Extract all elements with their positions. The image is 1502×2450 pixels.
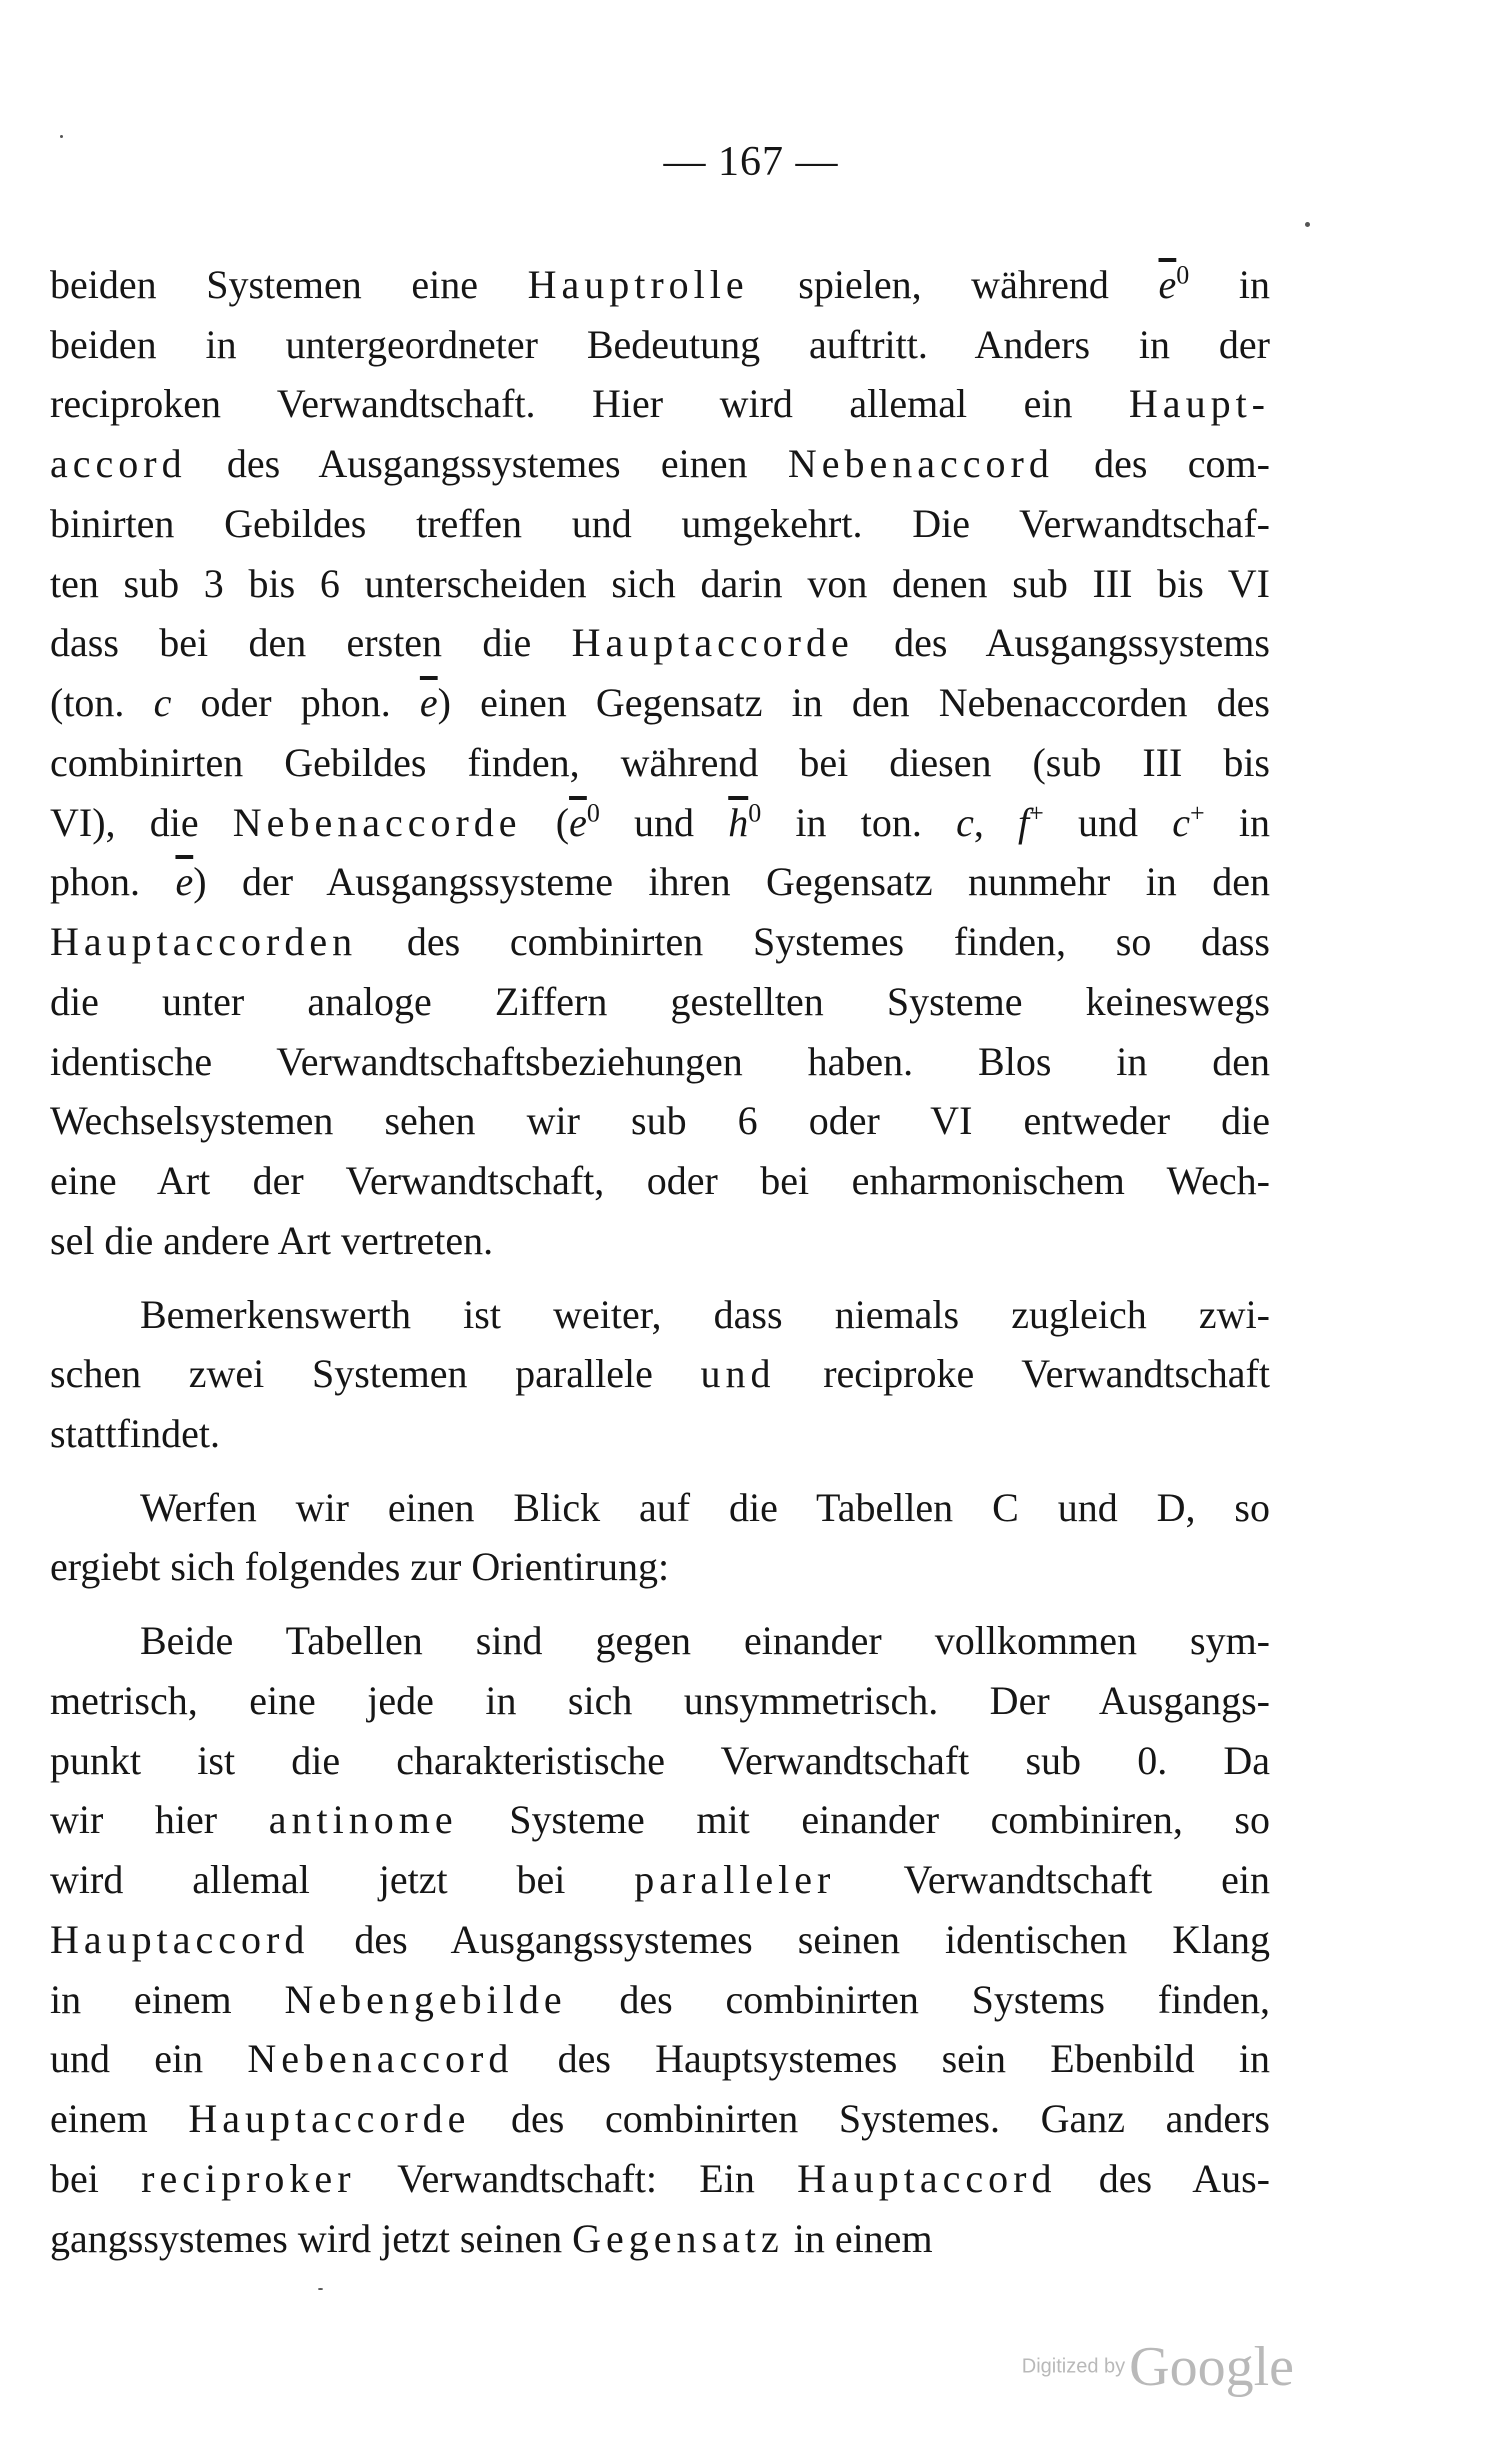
text-segment: Wechselsystemen sehen wir sub 6 oder VI entweder die	[50, 1098, 1270, 1143]
google-logo: Google	[1129, 2336, 1294, 2398]
text-segment: des Ausgangssystemes seinen identischen Klang	[309, 1917, 1270, 1962]
text-line	[50, 2214, 1270, 2264]
text-segment: spielen, während	[748, 262, 1159, 307]
text-segment: Verwandtschaft ein	[835, 1857, 1271, 1902]
text-segment: in	[1204, 800, 1270, 845]
text-segment: Hauptaccorde	[571, 620, 854, 665]
text-segment: des combinirten Systemes finden, so dass	[357, 919, 1270, 964]
text-segment: in einem	[783, 2216, 933, 2261]
text-segment: identische Verwandtschaftsbeziehungen haben. Blos in den	[50, 1039, 1270, 1084]
digitized-by-watermark	[0, 2335, 1502, 2399]
text-line	[50, 1409, 1270, 1459]
text-segment: Nebenaccorde	[232, 800, 522, 845]
text-segment: $\overline{e}$	[1158, 262, 1177, 307]
text-segment: bei	[50, 2156, 142, 2201]
text-line	[50, 2154, 1270, 2204]
text-segment: binirten Gebildes treffen und umgekehrt. Die Verwandtschaf-	[50, 501, 1270, 546]
text-segment: VI), die	[50, 800, 233, 845]
digitized-by-label: Digitized by	[1021, 2355, 1126, 2378]
text-line	[50, 1156, 1270, 1206]
text-segment: des com-	[1053, 441, 1270, 486]
text-segment: stattfindet.	[50, 1411, 220, 1456]
text-line	[50, 1216, 1270, 1266]
text-line	[50, 738, 1270, 788]
text-line	[50, 1795, 1270, 1845]
text-line	[50, 977, 1270, 1027]
text-segment: Hauptaccorde	[188, 2096, 471, 2141]
text-line	[50, 857, 1270, 907]
text-line	[50, 1096, 1270, 1146]
text-line	[50, 1037, 1270, 1087]
text-segment: c	[956, 800, 974, 845]
text-line	[140, 1616, 1270, 1666]
text-segment: des combinirten Systems finden,	[566, 1977, 1270, 2022]
text-segment: Hauptrolle	[527, 262, 749, 307]
page-number: — 167 —	[663, 139, 839, 185]
text-line	[50, 917, 1270, 967]
text-segment: Nebengebilde	[284, 1977, 567, 2022]
text-line	[50, 1855, 1270, 1905]
text-segment: c	[1172, 800, 1190, 845]
text-line	[50, 678, 1270, 728]
text-segment: und	[1043, 800, 1173, 845]
text-segment: Nebenaccord	[247, 2036, 514, 2081]
text-line	[50, 1975, 1270, 2025]
text-line	[50, 499, 1270, 549]
text-segment: des Ausgangssystems	[853, 620, 1270, 665]
text-segment: (	[521, 800, 570, 845]
text-line	[50, 618, 1270, 668]
text-segment: oder phon.	[171, 680, 420, 725]
print-speck	[318, 2288, 323, 2290]
text-segment: in	[1189, 262, 1270, 307]
text-line	[50, 1676, 1270, 1726]
text-segment: reciproken Verwandtschaft. Hier wird allemal ein	[50, 381, 1129, 426]
text-segment: des Hauptsystemes sein Ebenbild in	[513, 2036, 1271, 2081]
text-segment: 0	[1176, 260, 1190, 290]
text-segment: punkt ist die charakteristische Verwandtschaft sub 0. Da	[50, 1738, 1270, 1783]
text-segment: gangssystemes wird jetzt seinen	[50, 2216, 573, 2261]
text-line	[50, 439, 1270, 489]
text-segment: 0	[586, 798, 600, 828]
text-segment: Nebenaccord	[787, 441, 1054, 486]
text-segment: $\overline{e}$	[569, 800, 587, 845]
text-segment: Werfen wir einen Blick auf die Tabellen C und D, so	[140, 1485, 1270, 1530]
text-segment: in ton.	[761, 800, 957, 845]
text-segment: $\overline{h}$	[728, 800, 749, 845]
text-line	[50, 1542, 1270, 1592]
print-speck	[1305, 222, 1310, 227]
text-segment: +	[1029, 798, 1044, 828]
print-speck	[60, 135, 63, 138]
text-line	[50, 559, 1270, 609]
text-segment: schen zwei Systemen parallele	[50, 1351, 701, 1396]
text-segment: Hauptaccord	[797, 2156, 1057, 2201]
text-segment: und ein	[50, 2036, 248, 2081]
text-segment: des Ausgangssystemes einen	[186, 441, 788, 486]
text-line	[50, 260, 1270, 310]
text-segment: paralleler	[634, 1857, 836, 1902]
text-segment: $\overline{e}$	[419, 680, 438, 725]
text-line	[50, 798, 1270, 848]
text-segment: $\overline{e}$	[175, 859, 194, 904]
text-segment: c	[153, 680, 172, 725]
text-segment: Hauptaccorden	[50, 919, 358, 964]
text-segment: +	[1190, 798, 1205, 828]
text-segment: accord	[50, 441, 187, 486]
text-segment: beiden in untergeordneter Bedeutung auftritt. Anders in der	[50, 322, 1270, 367]
text-segment: ergiebt sich folgendes zur Orientirung:	[50, 1544, 670, 1589]
text-line	[140, 1290, 1270, 1340]
text-segment: dass bei den ersten die	[50, 620, 572, 665]
text-segment: wir hier	[50, 1797, 269, 1842]
text-segment: ,	[973, 800, 1019, 845]
text-segment: in einem	[50, 1977, 285, 2022]
text-line	[50, 1736, 1270, 1786]
text-line	[50, 379, 1270, 429]
text-segment: eine Art der Verwandtschaft, oder bei enharmonischem Wech-	[50, 1158, 1270, 1203]
text-segment: ten sub 3 bis 6 unterscheiden sich darin von denen sub III bis VI	[50, 561, 1270, 606]
text-line	[140, 1483, 1270, 1533]
text-segment: Systeme mit einander combiniren, so	[457, 1797, 1270, 1842]
text-segment: reciproke Verwandtschaft	[775, 1351, 1270, 1396]
text-segment: reciproker	[141, 2156, 356, 2201]
text-segment: die unter analoge Ziffern gestellten Systeme keineswegs	[50, 979, 1270, 1024]
text-segment: 0	[748, 798, 762, 828]
text-segment: und	[599, 800, 729, 845]
text-segment: phon.	[50, 859, 176, 904]
text-line	[50, 320, 1270, 370]
text-segment: Beide Tabellen sind gegen einander vollkommen sym-	[140, 1618, 1270, 1663]
text-segment: combinirten Gebildes finden, während bei diesen (sub III bis	[50, 740, 1270, 785]
text-segment: beiden Systemen eine	[50, 262, 528, 307]
text-segment: sel die andere Art vertreten.	[50, 1218, 494, 1263]
text-segment: Verwandtschaft: Ein	[355, 2156, 798, 2201]
text-segment: einem	[50, 2096, 189, 2141]
text-segment: (ton.	[50, 680, 154, 725]
text-segment: Haupt-	[1128, 381, 1270, 426]
text-line	[50, 1349, 1270, 1399]
text-segment: ) einen Gegensatz in den Nebenaccorden des	[437, 680, 1270, 725]
text-segment: des Aus-	[1056, 2156, 1270, 2201]
text-segment: Bemerkenswerth ist weiter, dass niemals zugleich zwi-	[140, 1292, 1270, 1337]
text-segment: f	[1018, 800, 1030, 845]
text-line	[50, 2094, 1270, 2144]
text-line	[50, 2034, 1270, 2084]
text-line	[50, 1915, 1270, 1965]
text-segment: Gegensatz	[572, 2216, 784, 2261]
text-segment: Hauptaccord	[50, 1917, 310, 1962]
text-segment: ) der Ausgangssysteme ihren Gegensatz nunmehr in den	[193, 859, 1271, 904]
text-segment: des combinirten Systemes. Ganz anders	[470, 2096, 1270, 2141]
text-segment: metrisch, eine jede in sich unsymmetrisch. Der Ausgangs-	[50, 1678, 1270, 1723]
text-segment: und	[700, 1351, 776, 1396]
text-segment: antinome	[268, 1797, 458, 1842]
text-segment: wird allemal jetzt bei	[50, 1857, 635, 1902]
